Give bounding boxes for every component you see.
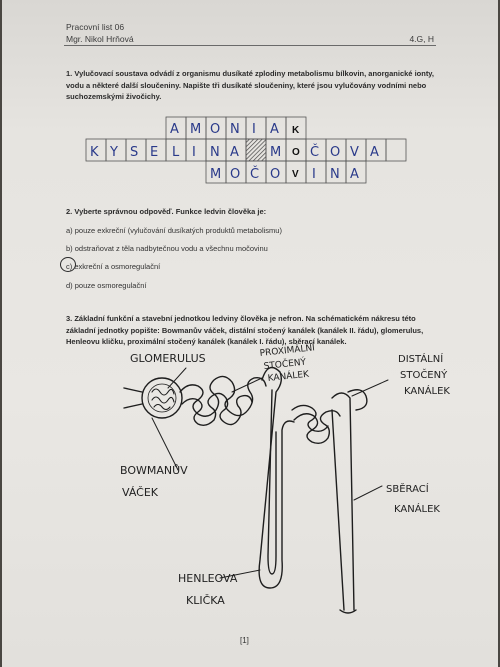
question-1-text: 1. Vylučovací soustava odvádí z organismu dusíkaté zplodiny metabolismu bílkovin, anorganické ionty, vodu a některé další sloučeniny. Napište tři dusíkaté sloučeniny, které jsou vylučovány vodními nebo suchozemskými živočichy. (66, 69, 435, 101)
worksheet-title: Pracovní list 06 (66, 22, 125, 32)
page-number: [1] (240, 636, 249, 645)
cw-r2-c13: O (330, 145, 341, 160)
collecting-duct (332, 393, 354, 610)
cw-r2-c15: A (370, 145, 379, 160)
cw-r2-printed: O (292, 147, 300, 158)
label-proximal-3: KANÁLEK (267, 369, 310, 384)
glomerulus (152, 389, 174, 410)
option-d: d) pouze osmoregulační (66, 281, 147, 290)
label-proximal-1: PROXIMÁLNÍ (259, 343, 316, 359)
option-b: b) odstraňovat z těla nadbytečnou vodu a všechnu močovinu (66, 244, 268, 253)
label-collecting-1: SBĚRACÍ (386, 484, 429, 495)
label-bowman-2: VÁČEK (122, 486, 158, 499)
cw-r2-c3: S (130, 145, 139, 160)
cw-r3-c7: N (330, 167, 340, 182)
option-a: a) pouze exkreční (vylučování dusíkatých produktů metabolismu) (66, 226, 282, 235)
cw-r3-c1: M (210, 167, 222, 182)
label-distal-1: DISTÁLNÍ (398, 354, 444, 365)
cw-r2-c4: E (150, 145, 159, 160)
cw-r1-c5: I (252, 122, 256, 137)
cw-r1-c1: A (170, 122, 179, 137)
worksheet-page (2, 0, 498, 667)
cw-r2-c6: I (192, 145, 196, 160)
cw-r1-c3: O (210, 122, 221, 137)
label-distal-3: KANÁLEK (404, 386, 450, 397)
cw-r2-c14: V (350, 145, 359, 160)
class-label: 4.G, H (409, 34, 434, 44)
pointer-distal (352, 380, 388, 396)
cw-r3-c2: O (230, 167, 241, 182)
pointer-bowman (152, 418, 178, 470)
cw-r1-c6: A (270, 122, 279, 137)
cw-r1-c2: M (190, 122, 202, 137)
pointer-collecting (354, 486, 382, 500)
label-proximal-2: STOČENÝ (263, 357, 307, 372)
cw-r3-c8: A (350, 167, 359, 182)
question-3-text: 3. Základní funkční a stavební jednotkou ledviny člověka je nefron. Na schématickém nákresu této základní jednotky popište: Bowmanův váček, distální stočený kanálek (kanálek II. řádu), glomerulus, Henleovu kličku, proximální stočený kanálek (kanálek I. řádu), sběrací kanálek. (66, 314, 424, 346)
label-glomerulus: GLOMERULUS (130, 352, 206, 365)
option-c: c) exkreční a osmoregulační (66, 262, 161, 271)
label-henle-2: KLIČKA (186, 594, 225, 607)
cw-r2-c8: A (230, 145, 239, 160)
label-henle-1: HENLEOVA (178, 572, 238, 585)
cw-r1-printed: K (292, 125, 300, 136)
label-distal-2: STOČENÝ (400, 370, 448, 381)
cw-r2-c5: L (172, 145, 180, 160)
cw-r3-c4: O (270, 167, 281, 182)
cw-r2-c2: Y (110, 145, 118, 160)
cw-r2-c1: K (90, 145, 99, 160)
cw-r3-c3: Č (250, 167, 260, 182)
pointer-proximal (232, 378, 262, 392)
cw-r1-c4: N (230, 122, 240, 137)
cw-r2-c12: Č (310, 145, 320, 160)
cw-r3-printed: V (292, 169, 299, 180)
question-2-text: 2. Vyberte správnou odpověď. Funkce ledvin člověka je: (66, 207, 267, 216)
cw-r3-c6: I (312, 167, 316, 182)
cw-r2-c7: N (210, 145, 220, 160)
teacher-name: Mgr. Nikol Hrňová (66, 34, 134, 44)
label-bowman-1: BOWMANŮV (120, 464, 188, 477)
nephron-diagram (2, 0, 498, 667)
label-collecting-2: KANÁLEK (394, 504, 440, 515)
cw-r2-c10: M (270, 145, 282, 160)
